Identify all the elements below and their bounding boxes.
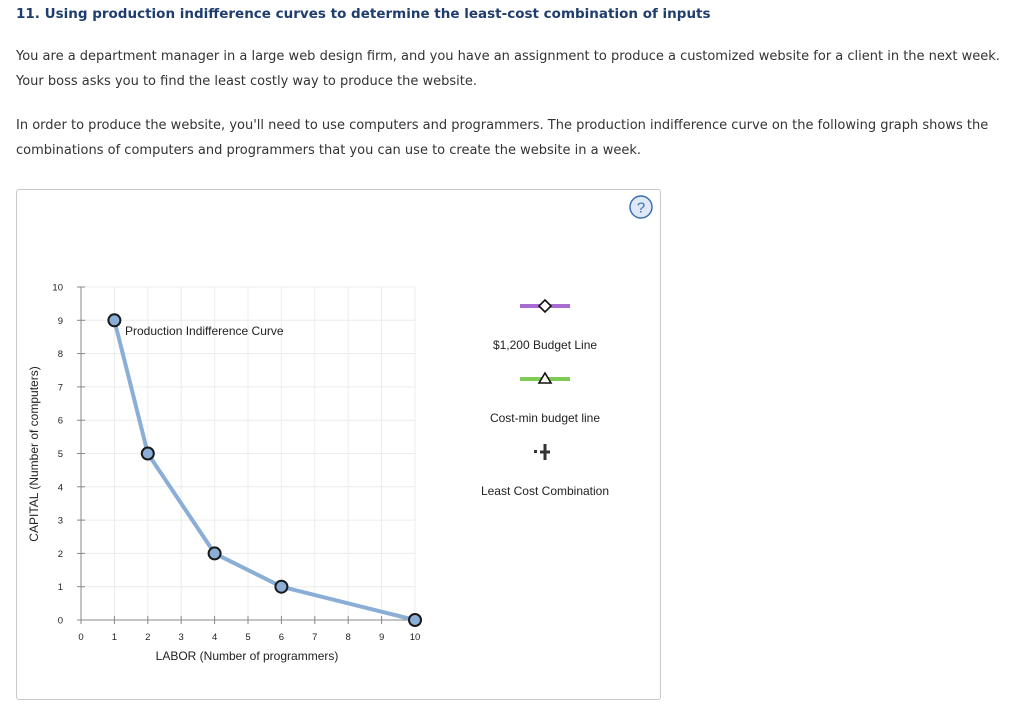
legend-item[interactable] [490, 373, 600, 425]
y-tick-label: 0 [57, 615, 63, 627]
y-tick-label: 10 [52, 282, 63, 294]
x-tick-label: 0 [78, 632, 84, 643]
legend-label: Least Cost Combination [480, 484, 610, 498]
intro-paragraph: You are a department manager in a large web design firm, and you have an assignment to produce a customized website for a client in the next week. Your boss asks you to find the least costly way to produce the website. [16, 49, 1000, 89]
y-tick-label: 8 [57, 349, 63, 361]
legend [481, 300, 609, 498]
indifference-curve-line [114, 320, 415, 620]
curve-point[interactable] [108, 314, 120, 326]
x-tick-label: 8 [345, 632, 351, 643]
graph-panel [16, 189, 661, 700]
y-axis-label: CAPITAL (Number of computers) [27, 366, 41, 542]
cross-marker-icon[interactable] [534, 444, 550, 460]
help-button[interactable] [630, 196, 652, 218]
x-tick-label: 9 [378, 632, 385, 643]
diamond-marker-icon[interactable] [539, 300, 551, 312]
legend-item[interactable] [481, 444, 609, 498]
chart-svg[interactable] [17, 190, 660, 699]
x-tick-label: 4 [211, 632, 218, 643]
curve-point[interactable] [142, 448, 154, 460]
legend-label: Cost-min budget line [489, 411, 601, 425]
x-tick-label: 7 [312, 632, 318, 643]
x-tick-label: 5 [245, 632, 251, 643]
x-tick-label: 10 [409, 632, 421, 643]
curve-label: Production Indifference Curve [125, 324, 284, 338]
curve-point[interactable] [209, 547, 221, 559]
x-axis-label: LABOR (Number of programmers) [155, 649, 339, 663]
x-tick-label: 2 [145, 632, 151, 643]
question-title: 11. Using production indifference curves to determine the least-cost combination of inputs [16, 6, 711, 22]
x-tick-label: 6 [278, 632, 285, 643]
cross-dot-left [534, 450, 537, 453]
y-tick-label: 5 [57, 449, 63, 460]
curve-point[interactable] [275, 581, 287, 593]
legend-label: $1,200 Budget Line [492, 338, 598, 352]
x-tick-label: 3 [178, 632, 184, 643]
help-symbol: ? [636, 199, 646, 217]
legend-item[interactable] [493, 300, 597, 352]
y-tick-label: 6 [57, 415, 63, 427]
series [108, 314, 421, 626]
y-tick-label: 9 [57, 315, 63, 327]
y-tick-label: 7 [57, 382, 63, 394]
instruction-paragraph: In order to produce the website, you'll need to use computers and programmers. The production indifference curve on the following graph shows the combinations of computers and programmers that you can use to create the website in a week. [16, 118, 989, 158]
y-tick-label: 2 [57, 548, 63, 560]
y-tick-label: 4 [57, 482, 63, 494]
x-tick-label: 1 [111, 632, 118, 643]
curve-point[interactable] [409, 614, 421, 626]
y-tick-label: 3 [57, 515, 63, 527]
y-tick-label: 1 [57, 582, 63, 594]
